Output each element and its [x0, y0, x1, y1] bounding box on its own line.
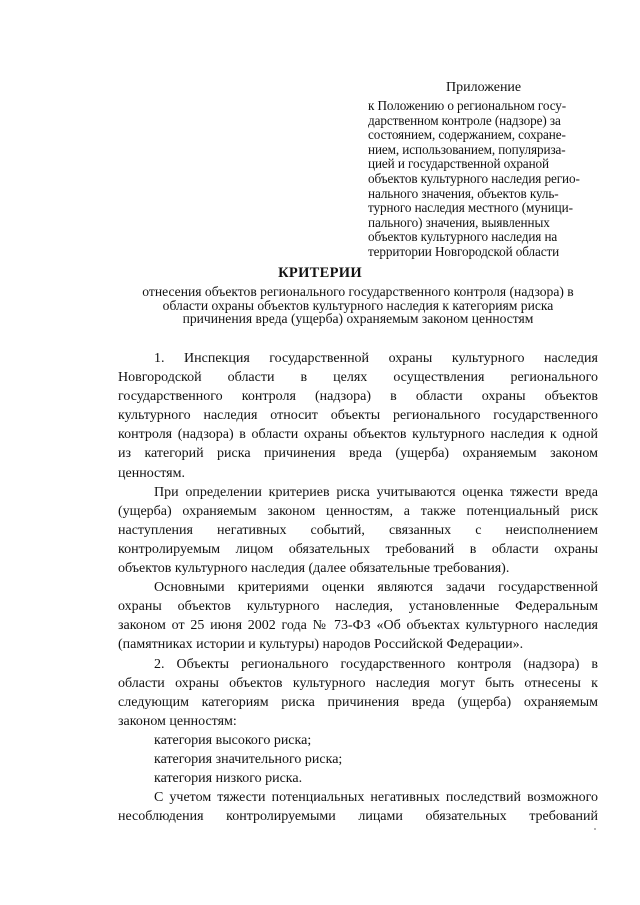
body-line: 1. Инспекция государственной охраны культурного наследия	[154, 351, 598, 366]
appendix-line: территории Новгородской области	[368, 243, 560, 259]
body-line: (памятниках истории и культуры) народов Российской Федерации».	[118, 637, 524, 653]
body-line: области охраны объектов культурного наследия могут быть отнесены к	[118, 675, 598, 691]
body-line: С учетом тяжести потенциальных негативных последствий возможного	[154, 790, 598, 806]
appendix-line: к Положению о региональном госу-	[368, 98, 567, 113]
scan-dot-mark	[594, 828, 596, 830]
subheading-line: отнесения объектов регионального государственного контроля (надзора) в	[142, 284, 574, 299]
body-line: Новгородской области в целях осуществления регионального	[118, 370, 598, 386]
appendix-line: нием, использованием, популяриза-	[368, 141, 566, 157]
body-line: При определении критериев риска учитываются оценка тяжести вреда	[154, 484, 598, 500]
body-line: категория низкого риска.	[154, 771, 303, 787]
body-line: наступления негативных событий, связанных с неисполнением	[118, 522, 598, 538]
appendix-line: пального) значения, выявленных	[368, 214, 550, 230]
body-line: законом от 25 июня 2002 года № 73-ФЗ «Об объектах культурного наследия	[118, 618, 598, 634]
subheading-line: области охраны объектов культурного наследия к категориям риска	[162, 297, 554, 313]
document-subheading	[118, 285, 598, 326]
appendix-line: объектов культурного наследия регио-	[368, 170, 580, 186]
body-line: контролируемым лицом обязательных требований в области охраны	[118, 541, 598, 557]
subheading-line: причинения вреда (ущерба) охраняемым законом ценностям	[182, 311, 534, 326]
body-line: ценностям.	[118, 465, 185, 481]
appendix-line: состоянием, содержанием, сохране-	[368, 127, 566, 143]
document-body	[118, 349, 598, 826]
body-line: культурного наследия относит объекты регионального государственного	[118, 408, 598, 424]
document-heading: КРИТЕРИИ	[278, 265, 362, 281]
body-line: контроля (надзора) в области охраны объектов культурного наследия к одной	[118, 427, 598, 443]
appendix-block	[368, 99, 596, 260]
body-line: государственного контроля (надзора) в области охраны объектов	[118, 389, 598, 405]
appendix-line: цией и государственной охраной	[368, 156, 549, 172]
body-line: 2. Объекты регионального государственного контроля (надзора) в	[154, 656, 598, 672]
appendix-line: турного наследия местного (муници-	[368, 200, 573, 216]
body-line: из категорий риска причинения вреда (ущерба) охраняемым законом	[118, 446, 598, 462]
appendix-title: Приложение	[446, 80, 522, 95]
body-line: (ущерба) охраняемым законом ценностям, а также потенциальный риск	[118, 503, 598, 519]
body-line: категория значительного риска;	[154, 751, 343, 767]
body-line: законом ценностям:	[118, 713, 237, 729]
body-line: охраны объектов культурного наследия, установленные Федеральным	[118, 599, 598, 615]
appendix-line: дарственном контроле (надзоре) за	[368, 112, 561, 128]
body-line: несоблюдения контролируемыми лицами обязательных требований	[118, 809, 598, 825]
appendix-line: нального значения, объектов куль-	[368, 185, 559, 201]
appendix-line: объектов культурного наследия на	[368, 229, 558, 245]
body-line: категория высокого риска;	[154, 732, 312, 748]
body-line: Основными критериями оценки являются задачи государственной	[154, 580, 598, 596]
body-line: объектов культурного наследия (далее обязательные требования).	[118, 561, 510, 577]
body-line: следующим категориям риска причинения вреда (ущерба) охраняемым	[118, 694, 598, 710]
